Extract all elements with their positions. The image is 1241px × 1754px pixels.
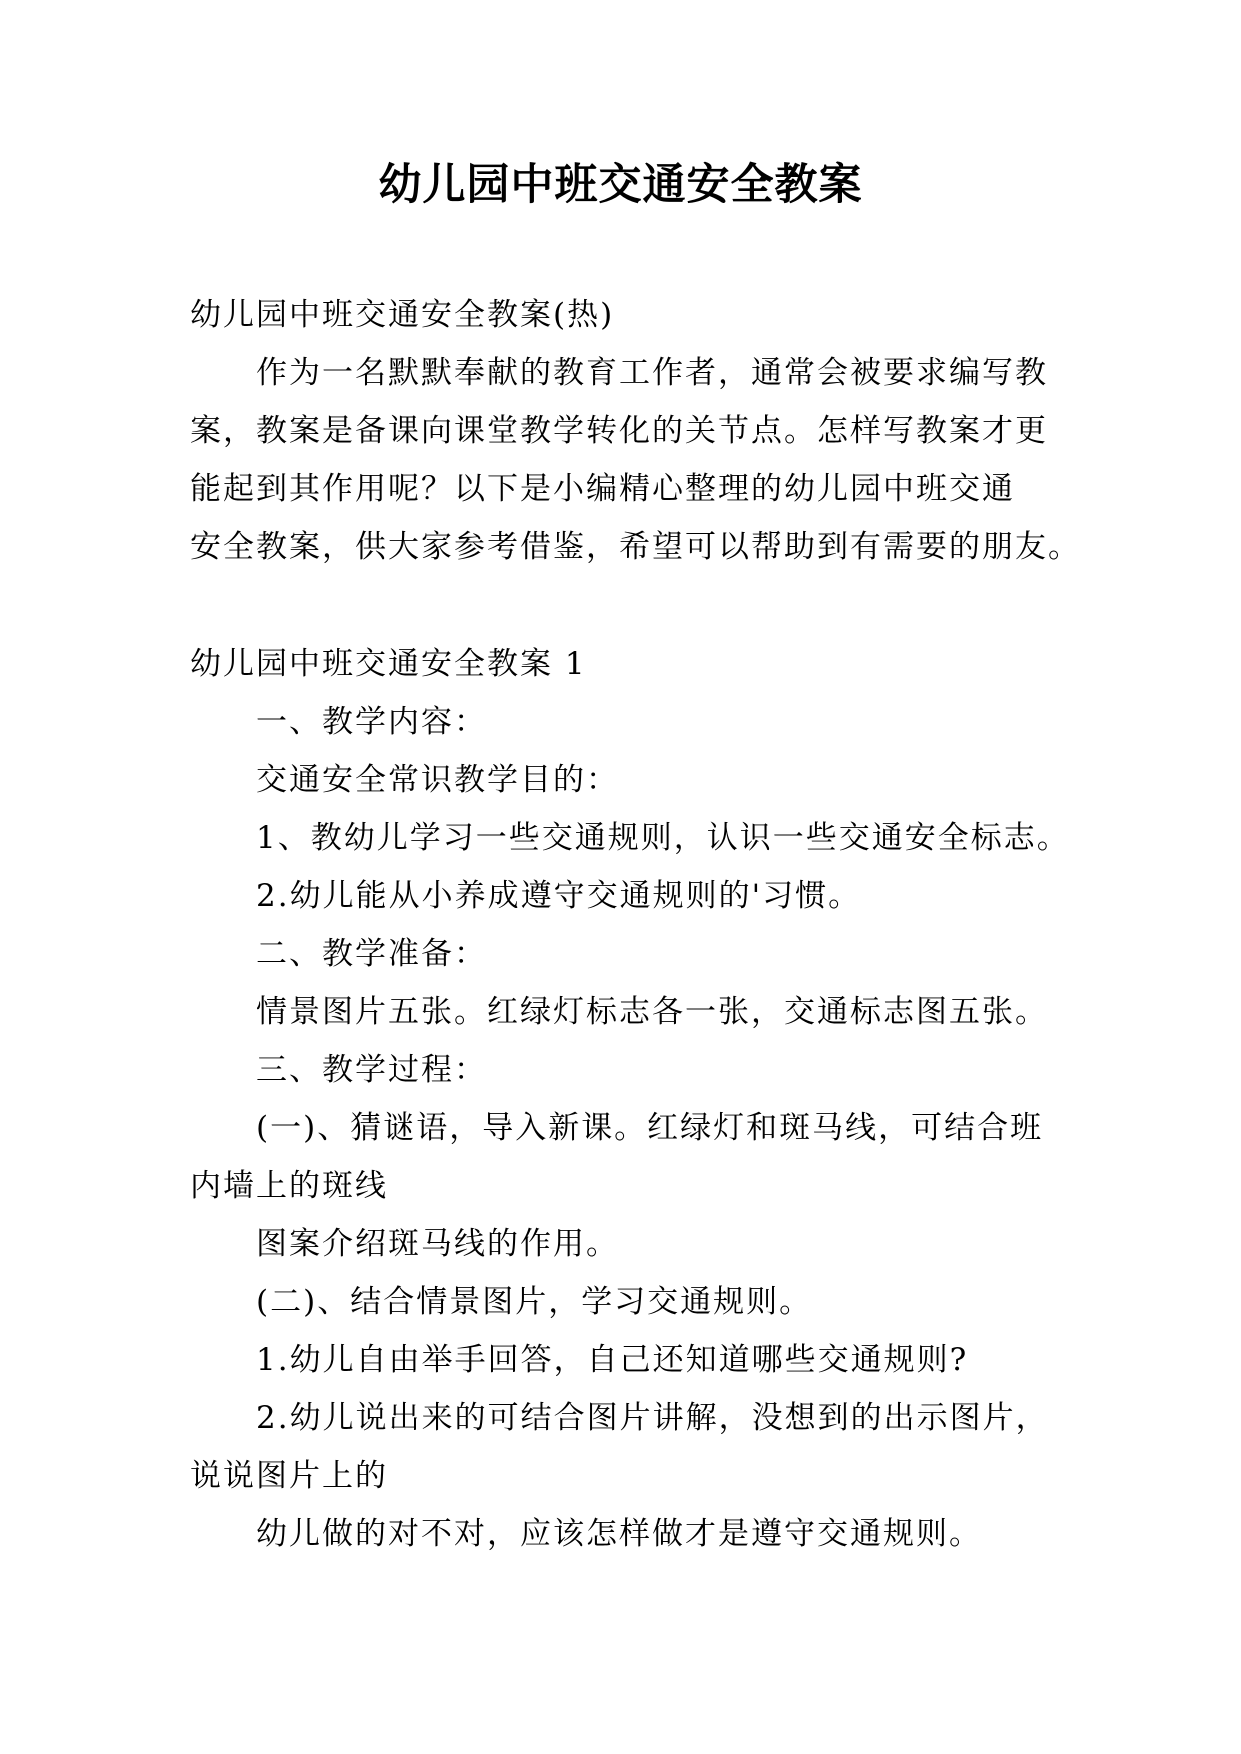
paragraph-line: 图案介绍斑马线的作用。 bbox=[256, 1226, 619, 1262]
paragraph-line: 一、教学内容： bbox=[256, 704, 487, 740]
paragraph-line: 情景图片五张。红绿灯标志各一张，交通标志图五张。 bbox=[256, 994, 1048, 1030]
document-title: 幼儿园中班交通安全教案 bbox=[378, 160, 863, 210]
paragraph-line: (二)、结合情景图片，学习交通规则。 bbox=[256, 1284, 813, 1320]
paragraph-line: 2.幼儿能从小养成遵守交通规则的'习惯。 bbox=[256, 878, 862, 914]
paragraph-line: 内墙上的斑线 bbox=[190, 1168, 388, 1204]
paragraph-line: 安全教案，供大家参考借鉴，希望可以帮助到有需要的朋友。 bbox=[190, 529, 1081, 565]
paragraph-line: 案，教案是备课向课堂教学转化的关节点。怎样写教案才更 bbox=[190, 413, 1048, 449]
paragraph-line: (一)、猜谜语，导入新课。红绿灯和斑马线，可结合班 bbox=[256, 1110, 1044, 1146]
paragraph-line: 1.幼儿自由举手回答，自己还知道哪些交通规则? bbox=[256, 1342, 969, 1378]
paragraph-line: 三、教学过程： bbox=[256, 1052, 487, 1088]
paragraph-line: 二、教学准备： bbox=[256, 936, 487, 972]
paragraph-line: 交通安全常识教学目的： bbox=[256, 762, 619, 798]
paragraph-line: 幼儿园中班交通安全教案(热) bbox=[190, 297, 615, 333]
paragraph-line: 幼儿做的对不对，应该怎样做才是遵守交通规则。 bbox=[256, 1516, 982, 1552]
paragraph-line: 作为一名默默奉献的教育工作者，通常会被要求编写教 bbox=[256, 355, 1048, 391]
paragraph-line: 1、教幼儿学习一些交通规则，认识一些交通安全标志。 bbox=[256, 820, 1070, 856]
paragraph-line: 说说图片上的 bbox=[190, 1458, 388, 1494]
section-heading: 幼儿园中班交通安全教案 1 bbox=[190, 646, 587, 682]
paragraph-line: 能起到其作用呢？以下是小编精心整理的幼儿园中班交通 bbox=[190, 471, 1015, 507]
paragraph-line: 2.幼儿说出来的可结合图片讲解，没想到的出示图片， bbox=[256, 1400, 1049, 1436]
